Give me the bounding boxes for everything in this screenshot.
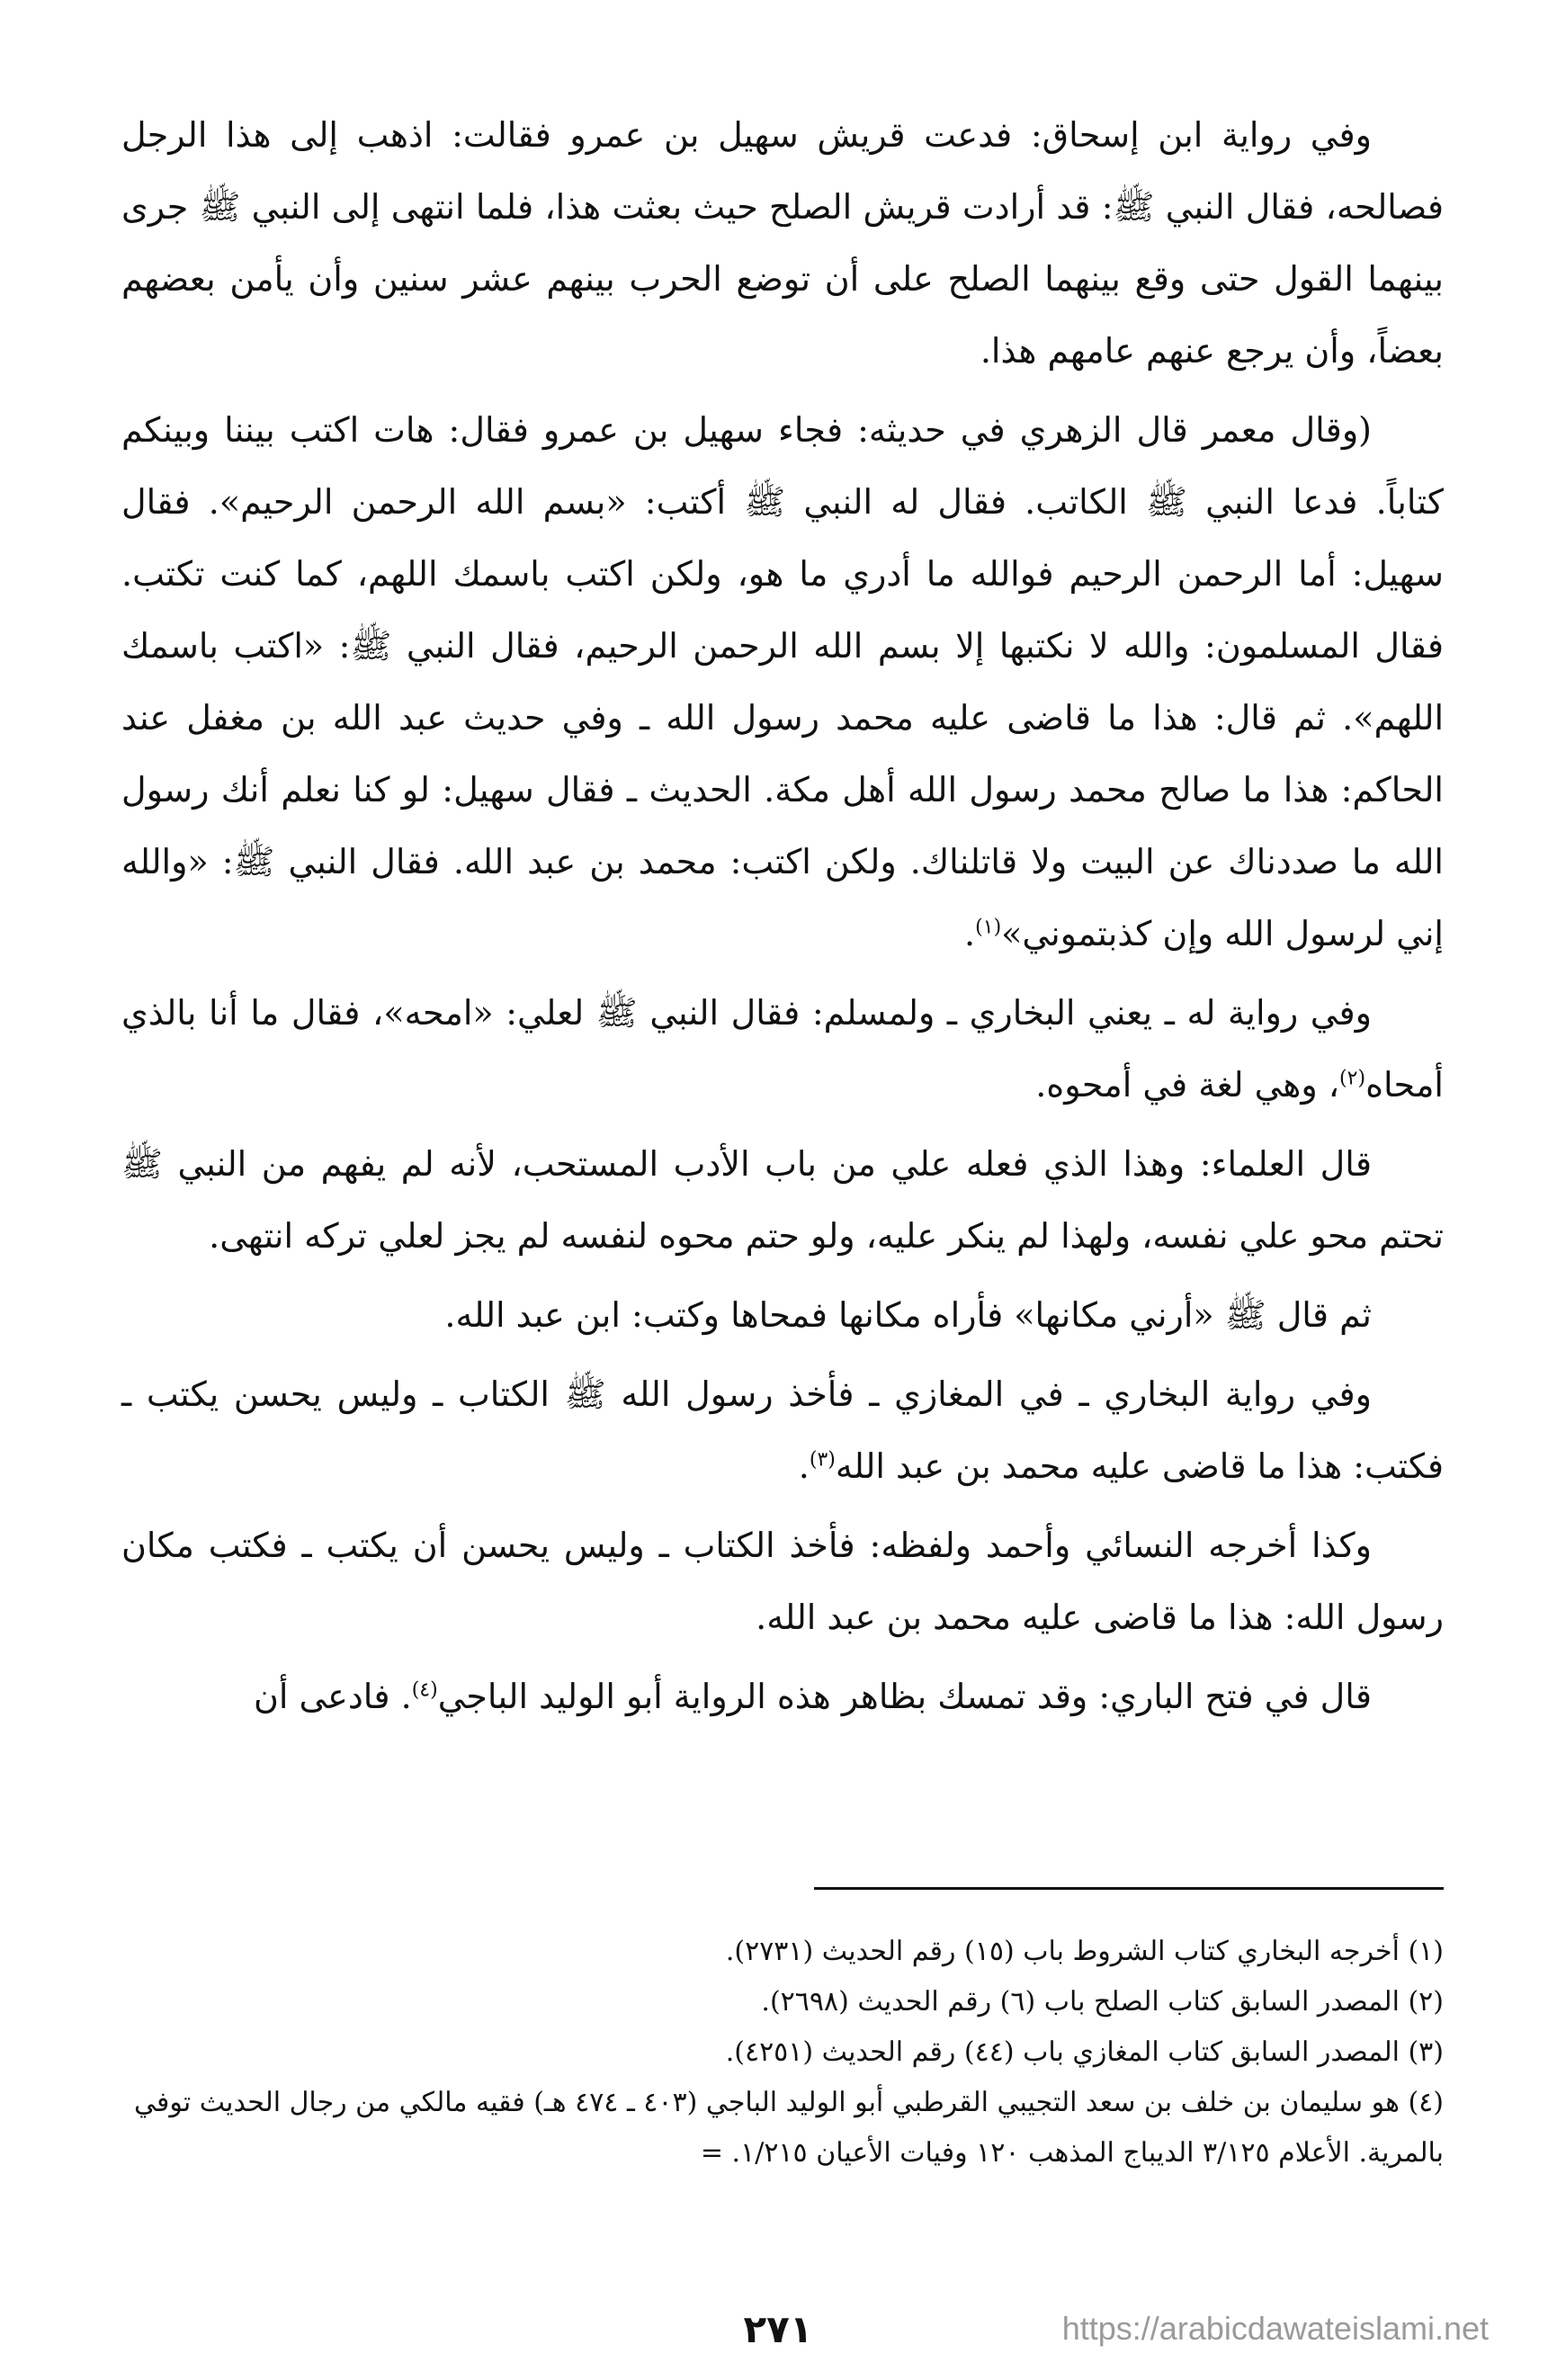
main-text [121, 99, 1444, 1740]
footnote-3: (٣) المصدر السابق كتاب المغازي باب (٤٤) رقم الحديث (٤٢٥١). [725, 2036, 1444, 2068]
paragraph-2-text: (وقال معمر قال الزهري في حديثه: فجاء سهيل بن عمرو فقال: هات اكتب بيننا وبينكم كتاباً. فدعا النبي ﷺ الكاتب. فقال له النبي ﷺ أكتب: «بسم الله الرحمن الرحيم». فقال سهيل: أما الرحمن الرحيم فوالله ما أدري ما هو، ولكن اكتب باسمك اللهم، كما كنت تكتب. فقال المسلمون: والله لا نكتبها إلا بسم الله الرحمن الرحيم، فقال النبي ﷺ: «اكتب باسمك اللهم». ثم قال: هذا ما قاضى عليه محمد رسول الله ـ وفي حديث عبد الله بن مغفل عند الحاكم: هذا ما صالح محمد رسول الله أهل مكة. الحديث ـ فقال سهيل: لو كنا نعلم أنك رسول الله ما صددناك عن البيت ولا قاتلناك. ولكن اكتب: محمد بن عبد الله. فقال النبي ﷺ: «والله إني لرسول الله وإن كذبتموني» [121, 410, 1444, 953]
paragraph-3 [121, 977, 1444, 1121]
paragraph-5: ثم قال ﷺ «أرني مكانها» فأراه مكانها فمحاها وكتب: ابن عبد الله. [444, 1295, 1372, 1335]
paragraph-4: قال العلماء: وهذا الذي فعله علي من باب الأدب المستحب، لأنه لم يفهم من النبي ﷺ تحتم محو علي نفسه، ولهذا لم ينكر عليه، ولو حتم محوه لنفسه لم يجز لعلي تركه انتهى. [121, 1144, 1444, 1256]
footnote-2: (٢) المصدر السابق كتاب الصلح باب (٦) رقم الحديث (٢٦٩٨). [761, 1986, 1444, 2018]
paragraph-7: وكذا أخرجه النسائي وأحمد ولفظه: فأخذ الكتاب ـ وليس يحسن أن يكتب ـ فكتب مكان رسول الله: هذا ما قاضى عليه محمد بن عبد الله. [121, 1526, 1444, 1637]
footnote-ref-2[interactable]: (٢) [1339, 1067, 1366, 1090]
footnote-4: (٤) هو سليمان بن خلف بن سعد التجيبي القرطبي أبو الوليد الباجي (٤٠٣ ـ ٤٧٤ هـ) فقيه مالكي من رجال الحديث توفي بالمرية. الأعلام ٣/١٢٥ الديباج المذهب ١٢٠ وفيات الأعيان ١/٢١٥. = [133, 2087, 1444, 2169]
paragraph-8-tail: . فادعى أن [253, 1677, 412, 1716]
footnote-divider [814, 1887, 1444, 1890]
paragraph-2 [121, 394, 1444, 970]
paragraph-6-tail: . [798, 1446, 810, 1486]
paragraph-6 [121, 1358, 1444, 1502]
paragraph-1: وفي رواية ابن إسحاق: فدعت قريش سهيل بن عمرو فقالت: اذهب إلى هذا الرجل فصالحه، فقال النبي ﷺ: قد أرادت قريش الصلح حيث بعثت هذا، فلما انتهى إلى النبي ﷺ جرى بينهما القول حتى وقع بينهما الصلح على أن توضع الحرب بينهم عشر سنين وأن يأمن بعضهم بعضاً، وأن يرجع عنهم عامهم هذا. [121, 115, 1444, 371]
paragraph-8-text: قال في فتح الباري: وقد تمسك بظاهر هذه الرواية أبو الوليد الباجي [437, 1677, 1372, 1716]
paragraph-3-text: وفي رواية له ـ يعني البخاري ـ ولمسلم: فقال النبي ﷺ لعلي: «امحه»، فقال ما أنا بالذي أمحاه [121, 993, 1444, 1105]
paragraph-2-tail: . [964, 914, 976, 953]
footnote-ref-4[interactable]: (٤) [411, 1678, 438, 1702]
footnote-ref-1[interactable]: (١) [975, 916, 1002, 939]
footnote-ref-3[interactable]: (٣) [809, 1448, 836, 1472]
footnote-1: (١) أخرجه البخاري كتاب الشروط باب (١٥) رقم الحديث (٢٧٣١). [725, 1936, 1444, 1967]
watermark-url: https://arabicdawateislami.net [1061, 2310, 1489, 2347]
paragraph-6-text: وفي رواية البخاري ـ في المغازي ـ فأخذ رسول الله ﷺ الكتاب ـ وليس يحسن يكتب ـ فكتب: هذا ما قاضى عليه محمد بن عبد الله [121, 1374, 1444, 1486]
paragraph-3-tail: ، وهي لغة في أمحوه. [1035, 1065, 1340, 1105]
paragraph-8 [121, 1660, 1444, 1732]
page-number: ٢٧١ [743, 2307, 813, 2351]
footnotes [121, 1927, 1444, 2179]
